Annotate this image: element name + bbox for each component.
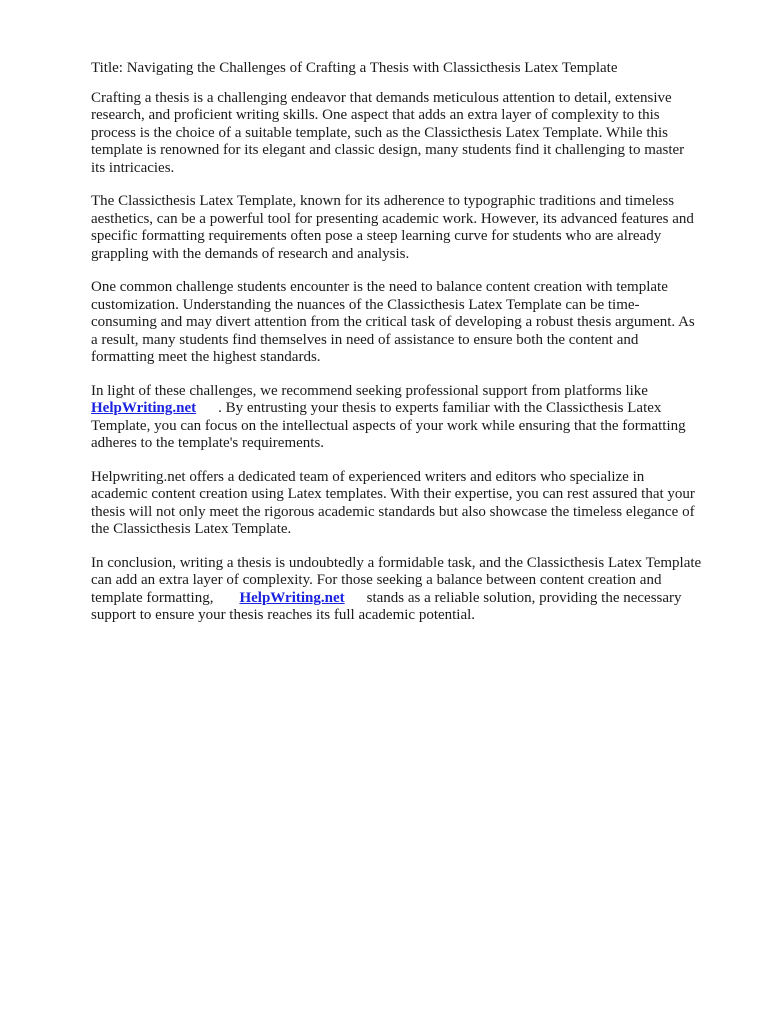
text-line: Crafting a thesis is a challenging endeavor that demands meticulous attention to detail, extensive bbox=[91, 89, 672, 106]
text-line: In light of these challenges, we recommend seeking professional support from platforms like bbox=[91, 382, 648, 399]
text-line: academic content creation using Latex templates. With their expertise, you can rest assured that your bbox=[91, 486, 695, 502]
text-fragment: template formatting, bbox=[91, 589, 214, 606]
text-line: template is renowned for its elegant and classic design, many students find it challenging to master bbox=[91, 142, 685, 158]
paragraph-common-challenge bbox=[91, 279, 731, 367]
text-line: One common challenge students encounter is the need to balance content creation with template bbox=[91, 279, 668, 295]
text-line: specific formatting requirements often pose a steep learning curve for students who are already bbox=[91, 228, 662, 244]
text-line: support to ensure your thesis reaches its full academic potential. bbox=[91, 607, 476, 623]
text-line: aesthetics, can be a powerful tool for presenting academic work. However, its advanced features and bbox=[91, 210, 694, 227]
text-line: formatting meet the highest standards. bbox=[91, 349, 321, 365]
text-line: The Classicthesis Latex Template, known for its adherence to typographic traditions and timeless bbox=[91, 193, 675, 209]
text-line: grappling with the demands of research and analysis. bbox=[91, 245, 410, 262]
paragraph-recommendation bbox=[91, 383, 731, 453]
document-title bbox=[91, 60, 731, 78]
text-line: customization. Understanding the nuances of the Classicthesis Latex Template can be time- bbox=[91, 296, 640, 313]
text-line-with-link bbox=[91, 590, 731, 608]
document-page bbox=[91, 60, 731, 641]
text-line: Helpwriting.net offers a dedicated team of experienced writers and editors who specialize in bbox=[91, 468, 645, 485]
text-fragment: stands as a reliable solution, providing the necessary bbox=[366, 589, 682, 606]
text-line: adheres to the template's requirements. bbox=[91, 435, 325, 451]
text-line: Template, you can focus on the intellectual aspects of your work while ensuring that the formatting bbox=[91, 417, 686, 434]
title-line: Title: Navigating the Challenges of Crafting a Thesis with Classicthesis Latex Template bbox=[91, 60, 618, 76]
text-line: thesis will not only meet the rigorous academic standards but also showcase the timeless elegance of bbox=[91, 503, 695, 520]
helpwriting-link[interactable]: HelpWriting.net bbox=[239, 589, 345, 606]
text-line: its intricacies. bbox=[91, 159, 175, 176]
paragraph-template-description bbox=[91, 193, 731, 263]
text-line: can add an extra layer of complexity. For those seeking a balance between content creation and bbox=[91, 572, 662, 588]
paragraph-conclusion bbox=[91, 555, 731, 625]
text-line-with-link bbox=[91, 400, 731, 418]
text-line: In conclusion, writing a thesis is undoubtedly a formidable task, and the Classicthesis Latex Template bbox=[91, 554, 702, 571]
paragraph-helpwriting-offer bbox=[91, 469, 731, 539]
paragraph-intro bbox=[91, 90, 731, 178]
text-line: research, and proficient writing skills. One aspect that adds an extra layer of complexity to this bbox=[91, 107, 660, 123]
text-line: the Classicthesis Latex Template. bbox=[91, 521, 292, 537]
text-line: consuming and may divert attention from the critical task of developing a robust thesis argument. As bbox=[91, 314, 695, 330]
text-fragment: . By entrusting your thesis to experts familiar with the Classicthesis Latex bbox=[218, 400, 662, 416]
text-line: a result, many students find themselves in need of assistance to ensure both the content and bbox=[91, 331, 639, 348]
helpwriting-link[interactable]: HelpWriting.net bbox=[91, 400, 197, 416]
text-line: process is the choice of a suitable template, such as the Classicthesis Latex Template. While this bbox=[91, 124, 668, 141]
